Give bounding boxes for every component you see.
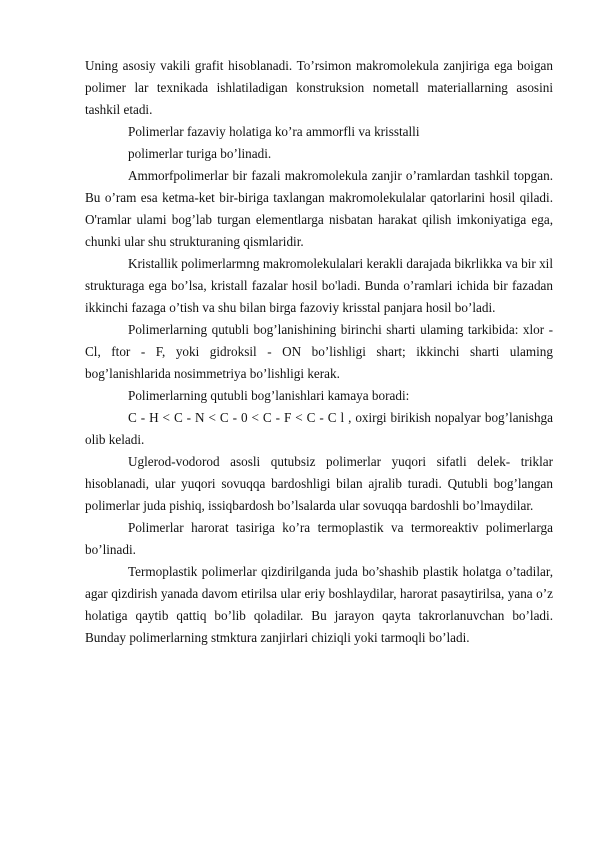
paragraph-qutubsiz-polimerlar: Uglerod-vodorod asosli qutubsiz polimerlar yuqori sifatli delek- triklar hisoblanadi, ular yuqori sovuqqa bardoshligi bilan ajralib turadi. Qutubli bog’langan polimerlar juda pishiq, issiqbardosh bo’lsalarda ular sovuqqa bardoshli bo’lmaydilar. [85, 454, 553, 513]
document-body [85, 55, 553, 649]
paragraph-kristall-polimerlar: Kristallik polimerlarmng makromolekulalari kerakli darajada bikrlikka va bir xil strukturaga ega bo’lsa, kristall fazalar hosil bo'ladi. Bunda o’ramlari ichida bir fazadan ikkinchi fazaga o’tish va shu bilan birga fazoviy krisstal panjara hosil bo’ladi. [85, 256, 553, 315]
paragraph-polimerlar-turi: polimerlar turiga bo’linadi. [128, 146, 272, 161]
paragraph-termoplastik: Termoplastik polimerlar qizdirilganda juda bo’shashib plastik holatga o’tadilar, agar qizdirish yanada davom etirilsa ular eriy boshlaydilar, harorat pasaytirilsa, yana o’z holatiga qaytib qattiq bo’lib qoladilar. Bu jarayon qayta takrorlanuvchan bo’ladi. Bunday polimerlarning stmktura zanjirlari chiziqli yoki tarmoqli bo’ladi. [85, 564, 553, 645]
paragraph-qutubli-boglanish: Polimerlarning qutubli bog’lanishining birinchi sharti ulaming tarkibida: xlor - Cl, ftor - F, yoki gidroksil - ON bo’lishligi shart; ikkinchi sharti ulaming bog’lanishlarida nosimmetriya bo’lishligi kerak. [85, 322, 553, 381]
paragraph-harorat-tasiri: Polimerlar harorat tasiriga ko’ra termoplastik va termoreaktiv polimerlarga bo’linadi. [85, 520, 553, 557]
paragraph-boglanish-qatori: C - H < C - N < C - 0 < C - F < C - C l , oxirgi birikish nopalyar bog’lanishga olib keladi. [85, 410, 553, 447]
paragraph-ammorf-polimerlar: Ammorfpolimerlar bir fazali makromolekula zanjir o’ramlardan tashkil topgan. Bu o’ram esa ketma-ket bir-biriga taxlangan makromolekulalar qatorlarini hosil qiladi. O'ramlar ulami bog’lab turgan elementlarga nisbatan harakat qilish imkoniyatiga ega, chunki ular shu strukturaning qismlaridir. [85, 168, 553, 249]
paragraph-fazaviy-holat: Polimerlar fazaviy holatiga ko’ra ammorfli va krisstalli [128, 124, 420, 139]
paragraph-qutubli-kamayadi: Polimerlarning qutubli bog’lanishlari kamaya boradi: [128, 388, 410, 403]
paragraph-grafit: Uning asosiy vakili grafit hisoblanadi. To’rsimon makromolekula zanjiriga ega boigan polimer lar texnikada ishlatiladigan konstruksion nometall materiallarning asosini tashkil etadi. [85, 58, 553, 117]
